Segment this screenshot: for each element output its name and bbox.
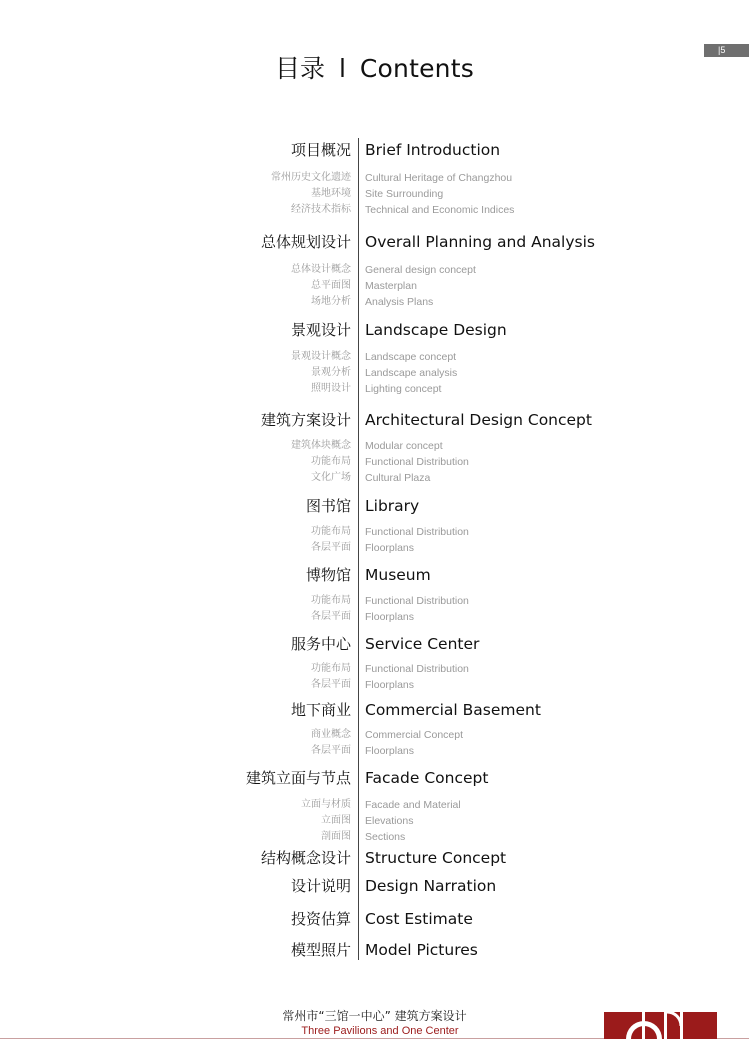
subsection-zh: 建筑体块概念 <box>291 440 351 451</box>
subsection-en: Cultural Plaza <box>365 472 431 484</box>
section-title-zh: 项目概况 <box>290 141 351 159</box>
subsection-zh: 功能布局 <box>311 595 351 606</box>
section-title-en: Museum <box>365 566 431 584</box>
footer-title-en: Three Pavilions and One Center <box>301 1025 459 1037</box>
section-title-en: Library <box>365 497 420 515</box>
subsection-en: Cultural Heritage of Changzhou <box>365 172 513 184</box>
subsection-zh: 剖面图 <box>321 831 351 842</box>
section-title-en: Service Center <box>365 635 480 653</box>
subsection-zh: 各层平面 <box>311 679 351 690</box>
section-title-zh: 模型照片 <box>290 941 351 959</box>
subsection-en: Lighting concept <box>365 383 442 395</box>
subsection-en: Elevations <box>365 815 414 827</box>
subsection-en: Functional Distribution <box>365 663 469 675</box>
subsection-en: Analysis Plans <box>365 296 434 308</box>
section-title-zh: 投资估算 <box>290 910 351 928</box>
subsection-en: Floorplans <box>365 679 415 691</box>
subsection-en: Functional Distribution <box>365 595 469 607</box>
subsection-en: Floorplans <box>365 745 415 757</box>
section-title-en: Landscape Design <box>365 321 507 339</box>
section-title-zh: 结构概念设计 <box>260 849 351 867</box>
subsection-en: Site Surrounding <box>365 188 444 200</box>
footer-title-zh: 常州市“三馆一中心” 建筑方案设计 <box>282 1009 467 1023</box>
subsection-zh: 照明设计 <box>311 383 351 394</box>
page-number: |5 <box>704 44 749 57</box>
subsection-zh: 立面图 <box>321 815 351 826</box>
section-title-zh: 地下商业 <box>290 701 351 719</box>
subsection-zh: 功能布局 <box>311 456 351 467</box>
subsection-zh: 功能布局 <box>311 663 351 674</box>
section-title-zh: 总体规划设计 <box>260 233 351 251</box>
section-title-en: Brief Introduction <box>365 141 501 159</box>
subsection-zh: 场地分析 <box>311 296 351 307</box>
subsection-en: Masterplan <box>365 280 417 292</box>
title-zh: 目录 <box>275 54 326 83</box>
subsection-zh: 文化广场 <box>311 472 351 483</box>
subsection-zh: 各层平面 <box>311 542 351 553</box>
subsection-en: Floorplans <box>365 542 415 554</box>
subsection-en: Functional Distribution <box>365 456 469 468</box>
title-en: Contents <box>359 54 474 83</box>
section-title-en: Overall Planning and Analysis <box>365 233 595 251</box>
page-title <box>0 52 749 86</box>
section-title-en: Architectural Design Concept <box>365 411 592 429</box>
section-title-en: Design Narration <box>365 877 497 895</box>
subsection-zh: 各层平面 <box>311 745 351 756</box>
section-title-zh: 景观设计 <box>290 321 351 339</box>
subsection-zh: 功能布局 <box>311 526 351 537</box>
subsection-zh: 常州历史文化遗迹 <box>271 172 351 183</box>
subsection-en: Commercial Concept <box>365 729 464 741</box>
section-title-zh: 图书馆 <box>305 497 351 515</box>
subsection-en: Functional Distribution <box>365 526 469 538</box>
subsection-en: Modular concept <box>365 440 443 452</box>
subsection-zh: 经济技术指标 <box>291 204 351 215</box>
subsection-zh: 景观分析 <box>311 367 351 378</box>
subsection-zh: 基地环境 <box>311 188 351 199</box>
section-title-en: Facade Concept <box>365 769 489 787</box>
section-title-en: Commercial Basement <box>365 701 541 719</box>
section-title-zh: 建筑立面与节点 <box>245 769 351 787</box>
section-title-en: Structure Concept <box>365 849 507 867</box>
toc-divider-line <box>358 138 359 960</box>
subsection-zh: 商业概念 <box>311 729 351 740</box>
title-separator: l <box>339 54 346 83</box>
section-title-zh: 设计说明 <box>290 877 351 895</box>
subsection-zh: 各层平面 <box>311 611 351 622</box>
section-title-zh: 服务中心 <box>290 635 351 653</box>
project-logo <box>604 1012 717 1039</box>
subsection-en: General design concept <box>365 264 476 276</box>
subsection-zh: 总体设计概念 <box>291 264 351 275</box>
subsection-en: Landscape concept <box>365 351 457 363</box>
subsection-en: Floorplans <box>365 611 415 623</box>
section-title-zh: 博物馆 <box>305 566 351 584</box>
section-title-en: Model Pictures <box>365 941 478 959</box>
subsection-en: Technical and Economic Indices <box>365 204 515 216</box>
section-title-zh: 建筑方案设计 <box>260 411 351 429</box>
subsection-en: Facade and Material <box>365 799 461 811</box>
subsection-en: Sections <box>365 831 406 843</box>
subsection-en: Landscape analysis <box>365 367 458 379</box>
subsection-zh: 总平面图 <box>311 280 351 291</box>
subsection-zh: 景观设计概念 <box>291 351 351 362</box>
section-title-en: Cost Estimate <box>365 910 473 928</box>
subsection-zh: 立面与材质 <box>301 799 351 810</box>
